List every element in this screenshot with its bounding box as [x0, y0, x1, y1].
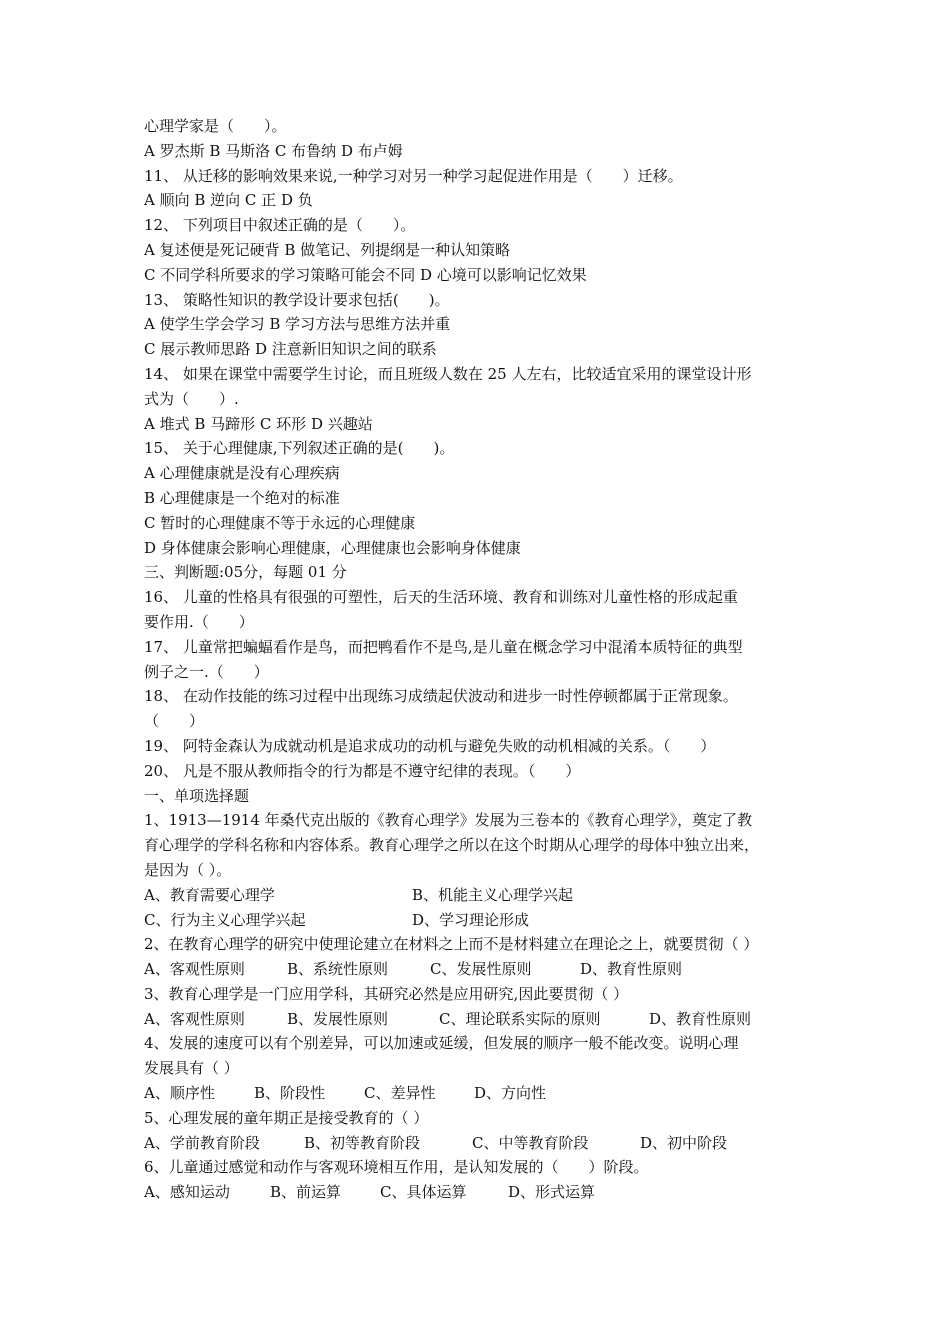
answer-option: A、感知运动	[144, 1183, 230, 1202]
answer-option: C、中等教育阶段	[472, 1133, 589, 1152]
answer-option: D、初中阶段	[640, 1133, 728, 1152]
answer-option: A、顺序性	[144, 1084, 215, 1103]
document-body	[144, 114, 824, 1205]
answer-option: C、具体运算	[380, 1183, 467, 1202]
text-line: 是因为（ ）。	[144, 860, 232, 879]
answer-option: D、教育性原则	[649, 1009, 752, 1028]
text-line: 11、 从迁移的影响效果来说,一种学习对另一种学习起促进作用是（ ）迁移。	[144, 166, 683, 185]
answer-option: A、客观性原则	[144, 1009, 245, 1028]
text-line: D 身体健康会影响心理健康，心理健康也会影响身体健康	[144, 538, 521, 557]
text-line: 育心理学的学科名称和内容体系。教育心理学之所以在这个时期从心理学的母体中独立出来，	[144, 836, 760, 855]
text-line	[144, 908, 824, 933]
answer-option: C、差异性	[364, 1084, 436, 1103]
text-line: 例子之一.（ ）	[144, 662, 269, 681]
text-line: A 罗杰斯 B 马斯洛 C 布鲁纳 D 布卢姆	[144, 141, 403, 160]
text-line	[144, 1007, 824, 1032]
answer-option: B、阶段性	[254, 1084, 326, 1103]
text-line	[144, 1180, 824, 1205]
answer-option: D、教育性原则	[580, 960, 683, 979]
answer-option: C、行为主义心理学兴起	[144, 910, 306, 929]
text-line: 2、在教育心理学的研究中使理论建立在材料之上而不是材料建立在理论之上，就要贯彻（ ）	[144, 935, 759, 954]
answer-option: D、形式运算	[508, 1183, 596, 1202]
text-line: 三、判断题:05分，每题 01 分	[144, 563, 347, 582]
answer-option: B、初等教育阶段	[304, 1133, 421, 1152]
answer-option: C、发展性原则	[430, 960, 532, 979]
text-line	[144, 1081, 824, 1106]
text-line: 6、儿童通过感觉和动作与客观环境相互作用，是认知发展的（ ）阶段。	[144, 1158, 649, 1177]
text-line: 1、1913—1914 年桑代克出版的《教育心理学》发展为三卷本的《教育心理学》，奠定了教	[144, 811, 753, 830]
text-line: 发展具有（ ）	[144, 1059, 239, 1078]
text-line: A 顺向 B 逆向 C 正 D 负	[144, 191, 313, 210]
text-line	[144, 883, 824, 908]
text-line: 一、单项选择题	[144, 786, 250, 805]
text-line: A 心理健康就是没有心理疾病	[144, 464, 340, 483]
answer-option: A、客观性原则	[144, 960, 245, 979]
answer-option: D、学习理论形成	[412, 910, 530, 929]
answer-option: B、发展性原则	[287, 1009, 389, 1028]
text-line: C 展示教师思路 D 注意新旧知识之间的联系	[144, 340, 437, 359]
answer-option: A、学前教育阶段	[144, 1133, 260, 1152]
text-line: 心理学家是（ ）。	[144, 117, 287, 135]
answer-option: B、前运算	[270, 1183, 342, 1202]
text-line: 18、 在动作技能的练习过程中出现练习成绩起伏波动和进步一时性停顿都属于正常现象。	[144, 687, 738, 706]
text-line: 5、心理发展的童年期正是接受教育的（ ）	[144, 1108, 429, 1127]
text-line: 15、 关于心理健康,下列叙述正确的是( )。	[144, 439, 455, 458]
answer-option: B、机能主义心理学兴起	[412, 885, 574, 904]
text-line	[144, 1131, 824, 1156]
answer-option: C、理论联系实际的原则	[439, 1009, 601, 1028]
answer-option: D、方向性	[474, 1084, 547, 1103]
answer-option: A、教育需要心理学	[144, 885, 275, 904]
text-line: 13、 策略性知识的教学设计要求包括( )。	[144, 290, 450, 309]
text-line	[144, 957, 824, 982]
text-line: A 使学生学会学习 B 学习方法与思维方法并重	[144, 315, 451, 334]
text-line: A 复述便是死记硬背 B 做笔记、列提纲是一种认知策略	[144, 240, 511, 259]
text-line: 14、 如果在课堂中需要学生讨论，而且班级人数在 25 人左右，比较适宜采用的课堂设计形	[144, 364, 752, 383]
text-line: 4、发展的速度可以有个别差异，可以加速或延缓，但发展的顺序一般不能改变。说明心理	[144, 1034, 739, 1053]
text-line: 17、 儿童常把蝙蝠看作是鸟，而把鸭看作不是鸟,是儿童在概念学习中混淆本质特征的典型	[144, 637, 743, 656]
answer-option: B、系统性原则	[287, 960, 389, 979]
text-line: （ ）	[144, 712, 205, 731]
text-line: B 心理健康是一个绝对的标准	[144, 488, 340, 507]
text-line: 12、 下列项目中叙述正确的是（ ）。	[144, 216, 416, 235]
text-line: 式为（ ）.	[144, 389, 239, 408]
text-line: 3、教育心理学是一门应用学科，其研究必然是应用研究,因此要贯彻（ ）	[144, 984, 629, 1003]
text-line: C 不同学科所要求的学习策略可能会不同 D 心境可以影响记忆效果	[144, 265, 587, 284]
text-line: 20、 凡是不服从教师指令的行为都是不遵守纪律的表现。（ ）	[144, 761, 581, 780]
text-line: A 堆式 B 马蹄形 C 环形 D 兴趣站	[144, 414, 373, 433]
text-line: 16、 儿童的性格具有很强的可塑性，后天的生活环境、教育和训练对儿童性格的形成起重	[144, 588, 738, 607]
text-line: C 暂时的心理健康不等于永远的心理健康	[144, 513, 416, 532]
text-line: 19、 阿特金森认为成就动机是追求成功的动机与避免失败的动机相减的关系。（ ）	[144, 736, 716, 755]
text-line: 要作用.（ ）	[144, 612, 254, 631]
